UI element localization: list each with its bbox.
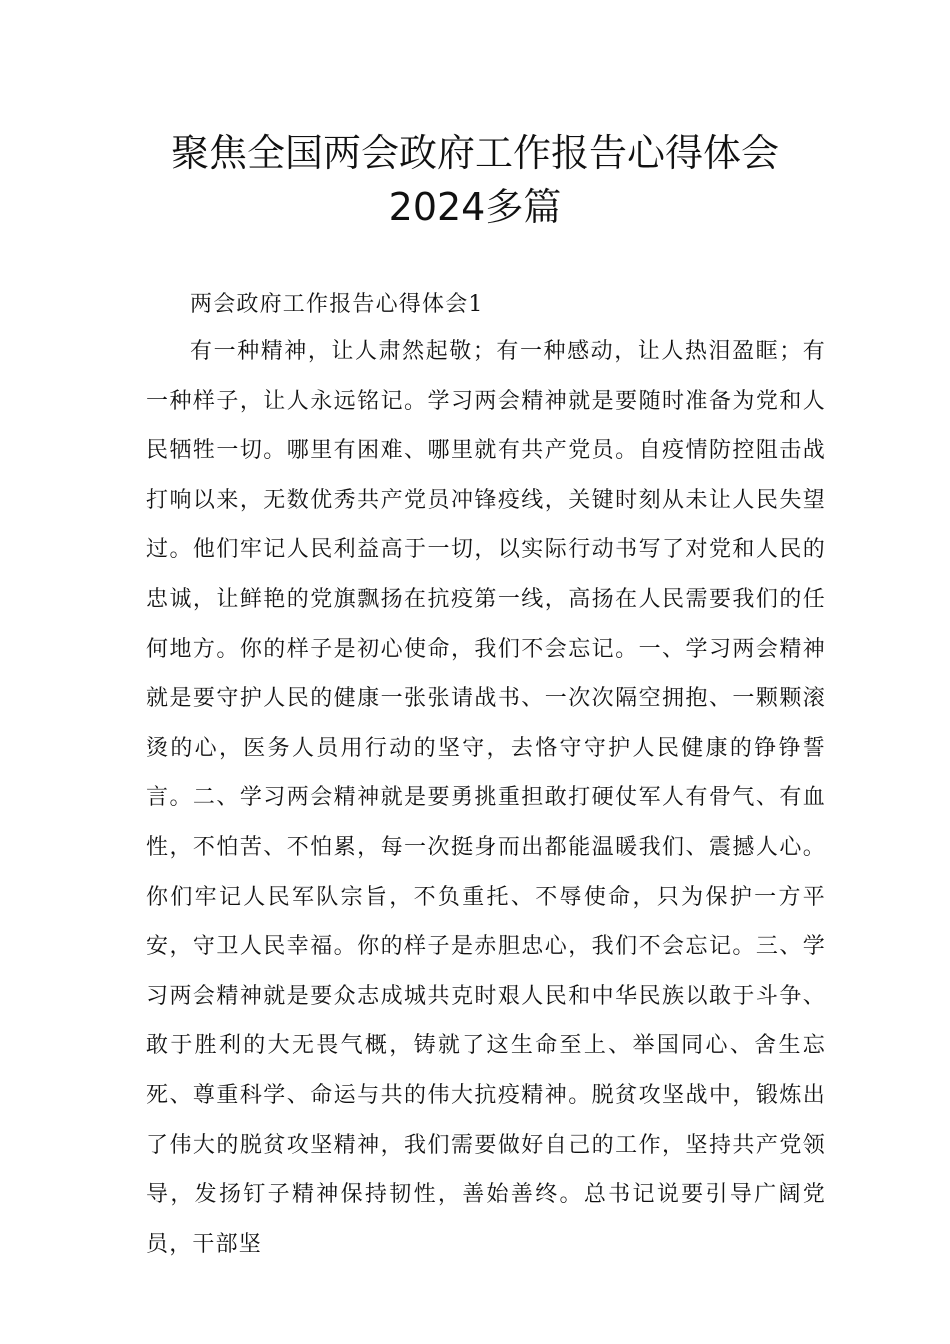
section-heading: 两会政府工作报告心得体会1 <box>190 292 484 317</box>
body-text <box>146 327 826 1269</box>
body-paragraph: 有一种精神，让人肃然起敬；有一种感动，让人热泪盈眶；有一种样子，让人永远铭记。学习两会精神就是要随时准备为党和人民牺牲一切。哪里有困难、哪里就有共产党员。自疫情防控阻击战打响以来，无数优秀共产党员冲锋疫线，关键时刻从未让人民失望过。他们牢记人民利益高于一切，以实际行动书写了对党和人民的忠诚，让鲜艳的党旗飘扬在抗疫第一线，高扬在人民需要我们的任何地方。你的样子是初心使命，我们不会忘记。一、学习两会精神就是要守护人民的健康一张张请战书、一次次隔空拥抱、一颗颗滚烫的心，医务人员用行动的坚守，去恪守守护人民健康的铮铮誓言。二、学习两会精神就是要勇挑重担敢打硬仗军人有骨气、有血性，不怕苦、不怕累，每一次挺身而出都能温暖我们、震撼人心。你们牢记人民军队宗旨，不负重托、不辱使命，只为保护一方平安，守卫人民幸福。你的样子是赤胆忠心，我们不会忘记。三、学习两会精神就是要众志成城共克时艰人民和中华民族以敢于斗争、敢于胜利的大无畏气概，铸就了这生命至上、举国同心、舍生忘死、尊重科学、命运与共的伟大抗疫精神。脱贫攻坚战中，锻炼出了伟大的脱贫攻坚精神，我们需要做好自己的工作，坚持共产党领导，发扬钉子精神保持韧性，善始善终。总书记说要引导广阔党员，干部坚 <box>146 339 826 1257</box>
document-title-line-1: 聚焦全国两会政府工作报告心得体会 <box>170 131 779 175</box>
section-heading-block <box>146 280 826 330</box>
document-title-line-2: 2024多篇 <box>388 185 562 229</box>
